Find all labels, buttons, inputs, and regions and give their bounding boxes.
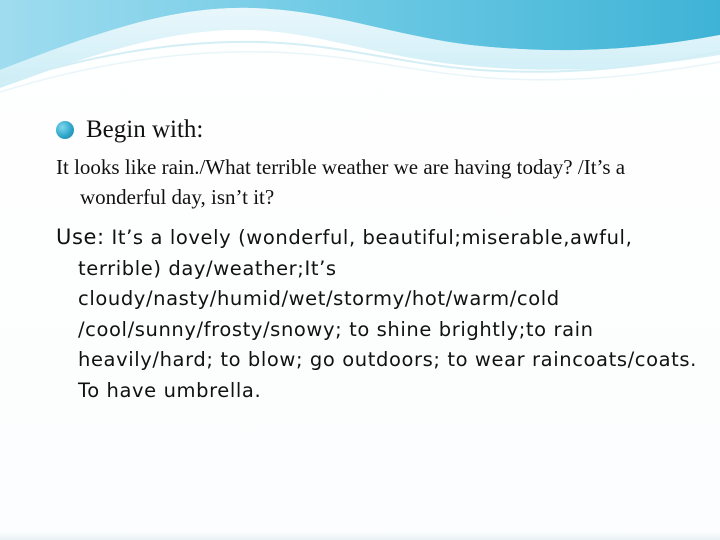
use-label: Use:: [56, 225, 105, 249]
bottom-shade: [0, 532, 720, 540]
slide-heading: Begin with:: [86, 116, 204, 143]
slide-content: [56, 110, 706, 406]
use-paragraph: [56, 222, 718, 406]
bullet-icon: [56, 121, 74, 139]
header-wave-decoration: [0, 0, 720, 110]
heading-row: [56, 110, 706, 150]
use-text: It’s a lovely (wonderful, beautiful;miserable,awful, terrible) day/weather;It’s cloudy/nasty/humid/wet/stormy/hot/warm/cold /cool/sunny/frosty/snowy; to shine brightly;to rain heavily/hard; to blow; go outdoors; to wear raincoats/coats. To have umbrella.: [78, 226, 697, 402]
intro-paragraph: It looks like rain./What terrible weather we are having today? /It’s a wonderful day, isn’t it?: [56, 155, 626, 209]
